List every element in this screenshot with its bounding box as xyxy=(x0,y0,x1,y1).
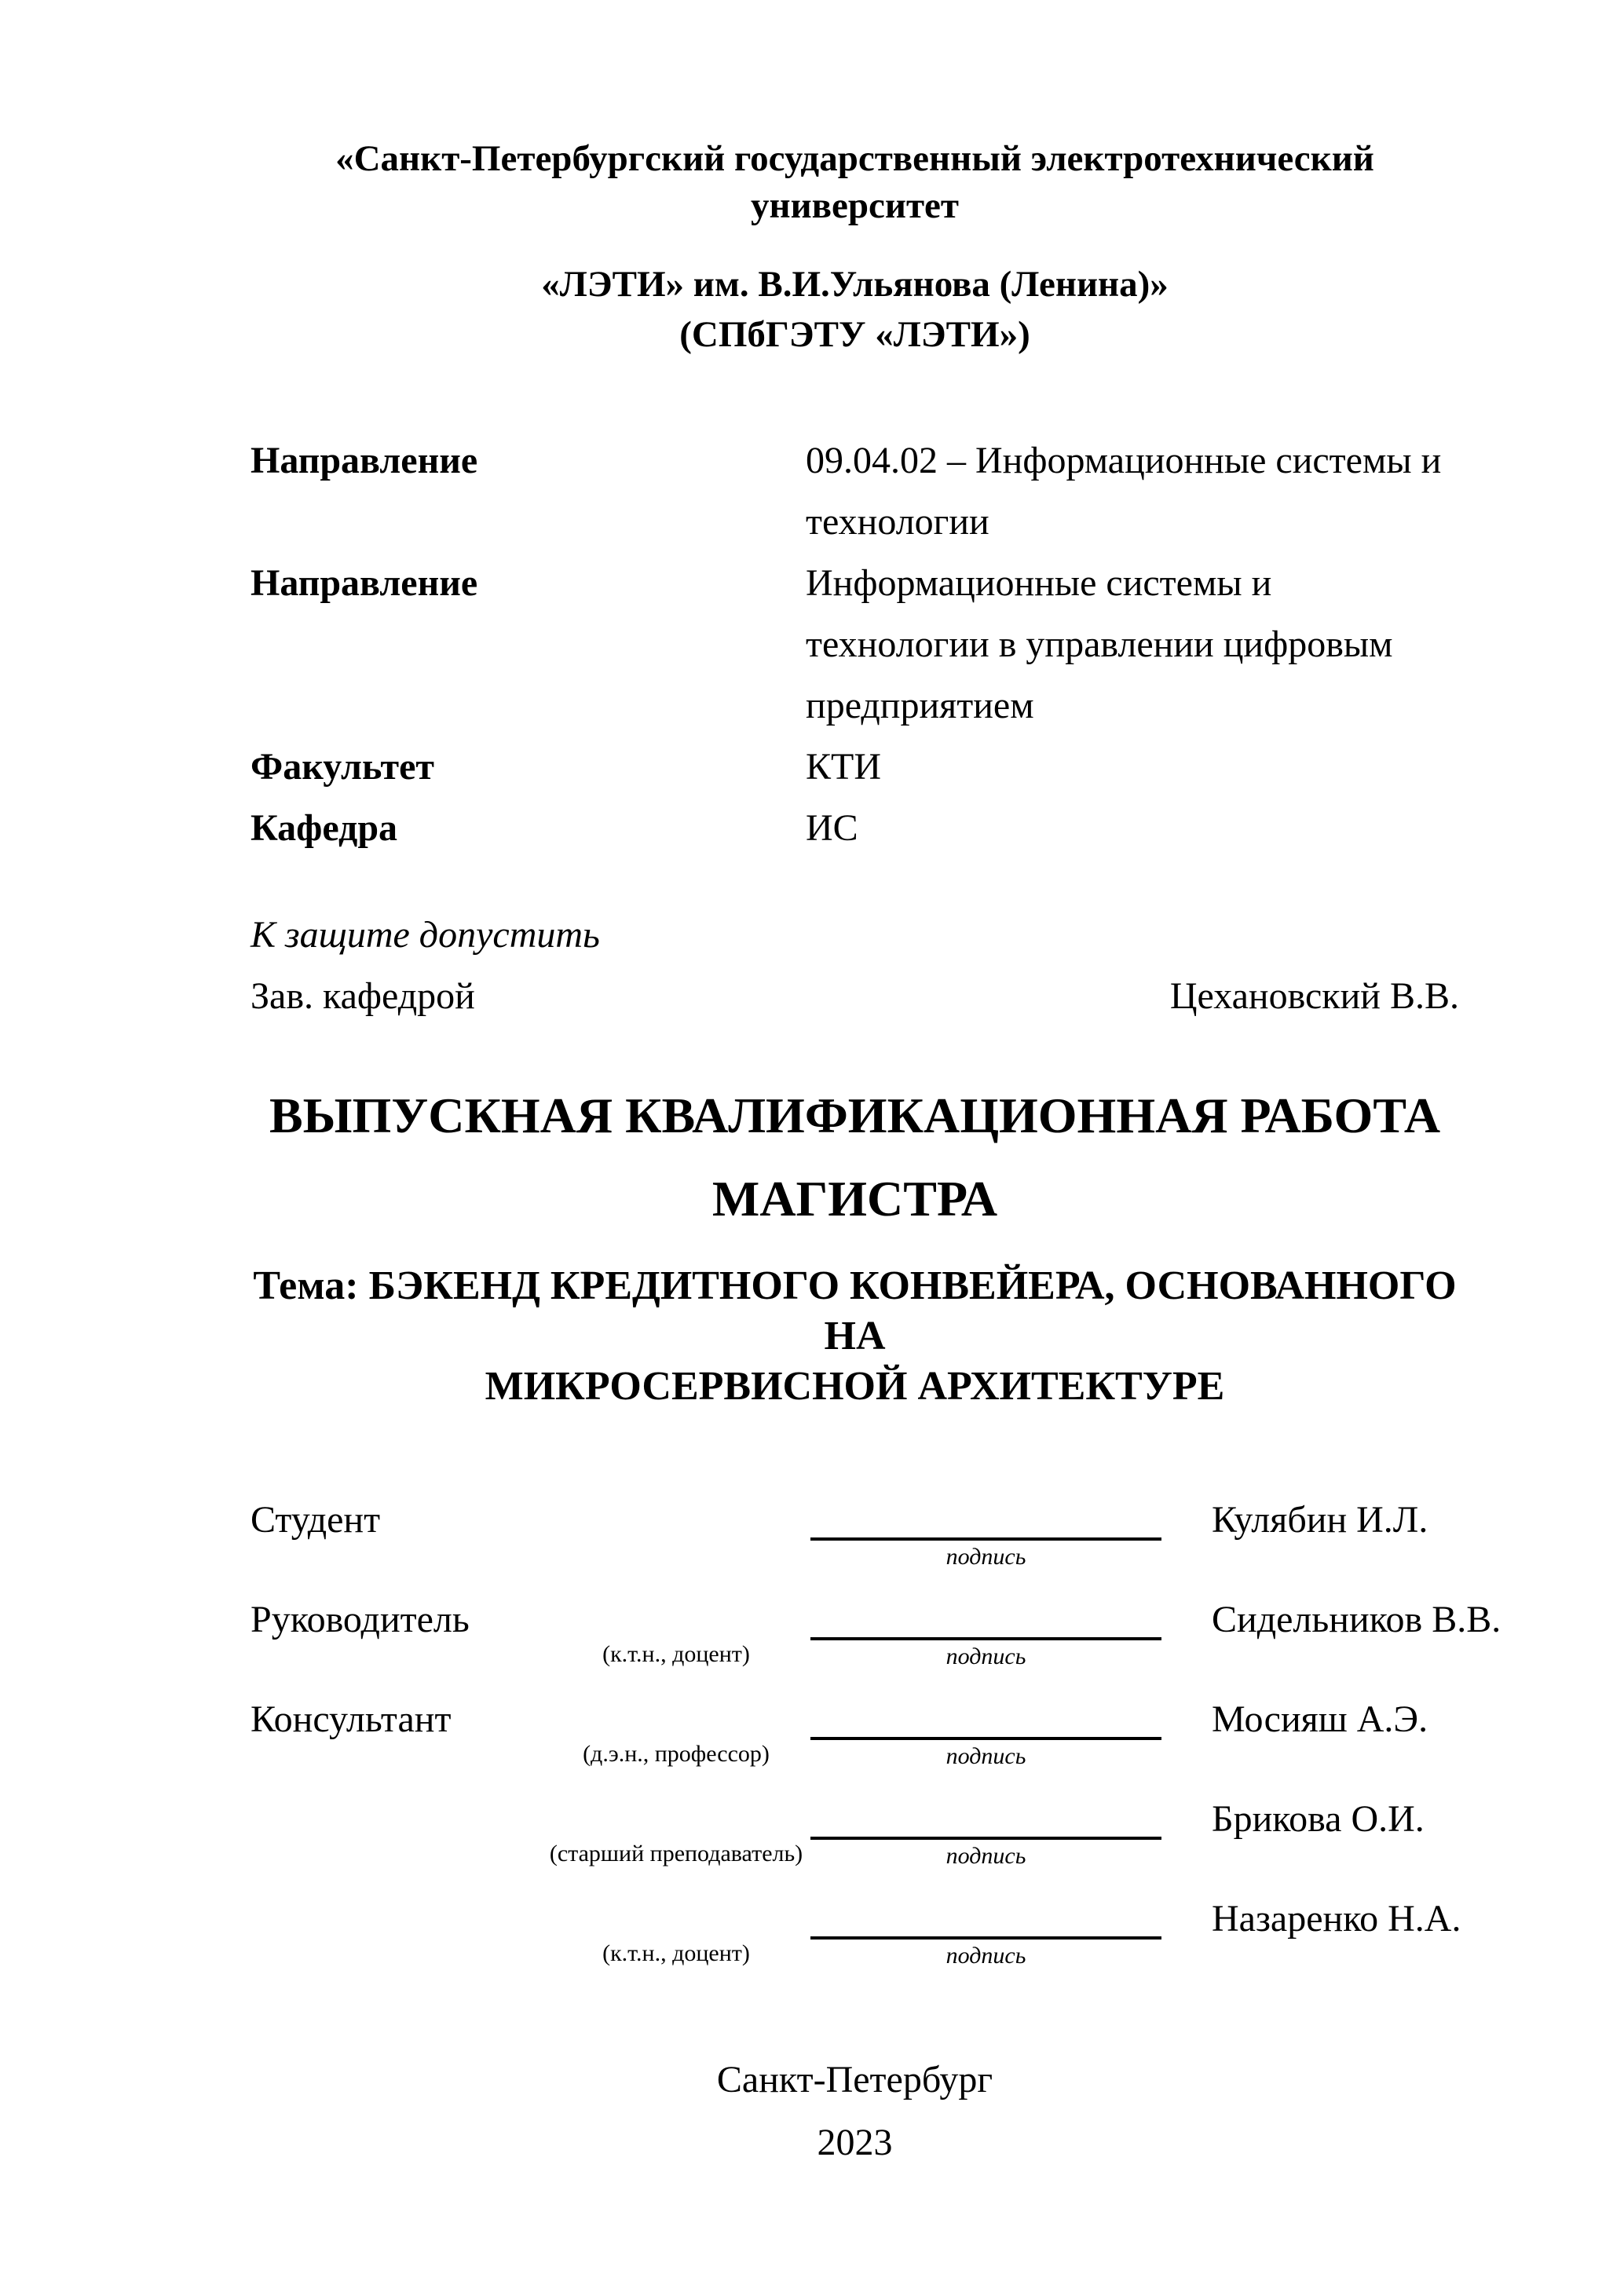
signature-row-consultant xyxy=(251,1699,1459,1769)
admission-statement: К защите допустить xyxy=(251,914,600,956)
footer xyxy=(251,2049,1459,2174)
signature-line xyxy=(810,1799,1161,1840)
thesis-theme-line2: МИКРОСЕРВИСНОЙ АРХИТЕКТУРЕ xyxy=(485,1364,1225,1409)
signature-caption: подпись xyxy=(946,1544,1026,1570)
signer-name: Мосияш А.Э. xyxy=(1212,1698,1428,1740)
qualification-label xyxy=(542,1500,810,1542)
field-value: ИС xyxy=(806,807,858,849)
signature-row-docent xyxy=(251,1899,1459,1969)
qualification-label: (к.т.н., доцент) xyxy=(602,1940,750,1966)
university-name-line2: «ЛЭТИ» им. В.И.Ульянова (Ленина)» xyxy=(541,264,1169,305)
signature-field xyxy=(810,1699,1161,1769)
signature-field xyxy=(810,1899,1161,1969)
work-title-line2: МАГИСТРА xyxy=(711,1171,998,1227)
qualification-label: (к.т.н., доцент) xyxy=(602,1641,750,1667)
head-of-department-name: Цехановский В.В. xyxy=(1169,975,1459,1017)
admission-block xyxy=(251,905,1459,1027)
field-label: Направление xyxy=(251,440,478,481)
signature-caption: подпись xyxy=(946,1943,1026,1969)
university-abbreviation: (СПбГЭТУ «ЛЭТИ») xyxy=(679,314,1030,355)
field-row-faculty xyxy=(251,737,1459,798)
field-row-department xyxy=(251,798,1459,859)
signer-name: Кулябин И.Л. xyxy=(1212,1499,1428,1541)
field-label: Факультет xyxy=(251,746,434,788)
field-value: КТИ xyxy=(806,746,881,788)
signer-name: Брикова О.И. xyxy=(1212,1798,1425,1840)
thesis-theme xyxy=(251,1261,1459,1412)
signature-field xyxy=(810,1500,1161,1570)
signature-caption: подпись xyxy=(946,1643,1026,1669)
signature-block xyxy=(251,1499,1501,1969)
role-label: Консультант xyxy=(251,1698,452,1740)
signature-line xyxy=(810,1600,1161,1640)
signature-field xyxy=(810,1600,1161,1669)
field-label: Направление xyxy=(251,562,478,604)
footer-city: Санкт-Петербург xyxy=(716,2059,993,2100)
head-of-department-label: Зав. кафедрой xyxy=(251,975,475,1017)
signature-row-senior-lecturer xyxy=(251,1799,1459,1869)
qualification-label: (старший преподаватель) xyxy=(549,1841,803,1866)
program-fields xyxy=(251,430,1459,859)
work-title-line1: ВЫПУСКНАЯ КВАЛИФИКАЦИОННАЯ РАБОТА xyxy=(269,1088,1441,1143)
signature-caption: подпись xyxy=(946,1743,1026,1769)
signature-row-student xyxy=(251,1500,1459,1570)
signature-row-supervisor xyxy=(251,1599,1501,1669)
university-name-line1: «Санкт-Петербургский государственный электротехнический университет xyxy=(335,138,1374,226)
field-value: Информационные системы и технологии в управлении цифровым предприятием xyxy=(806,562,1393,726)
signature-caption: подпись xyxy=(946,1843,1026,1869)
field-label: Кафедра xyxy=(251,807,398,849)
signature-line xyxy=(810,1500,1161,1541)
signer-name: Сидельников В.В. xyxy=(1212,1599,1501,1640)
field-row-direction-code xyxy=(251,430,1459,553)
role-label: Руководитель xyxy=(251,1599,470,1640)
university-header xyxy=(251,135,1459,360)
work-title xyxy=(251,1090,1459,1225)
footer-year: 2023 xyxy=(817,2122,893,2163)
role-label: Студент xyxy=(251,1499,381,1541)
signature-line xyxy=(810,1699,1161,1740)
signer-name: Назаренко Н.А. xyxy=(1212,1898,1461,1940)
thesis-theme-line1: Тема: БЭКЕНД КРЕДИТНОГО КОНВЕЙЕРА, ОСНОВАННОГО НА xyxy=(253,1263,1457,1358)
signature-line xyxy=(810,1899,1161,1940)
admission-approver-row xyxy=(251,966,1459,1027)
qualification-label: (д.э.н., профессор) xyxy=(583,1741,770,1767)
field-row-direction-name xyxy=(251,553,1459,737)
signature-field xyxy=(810,1799,1161,1869)
field-value: 09.04.02 – Информационные системы и технологии xyxy=(806,440,1442,543)
